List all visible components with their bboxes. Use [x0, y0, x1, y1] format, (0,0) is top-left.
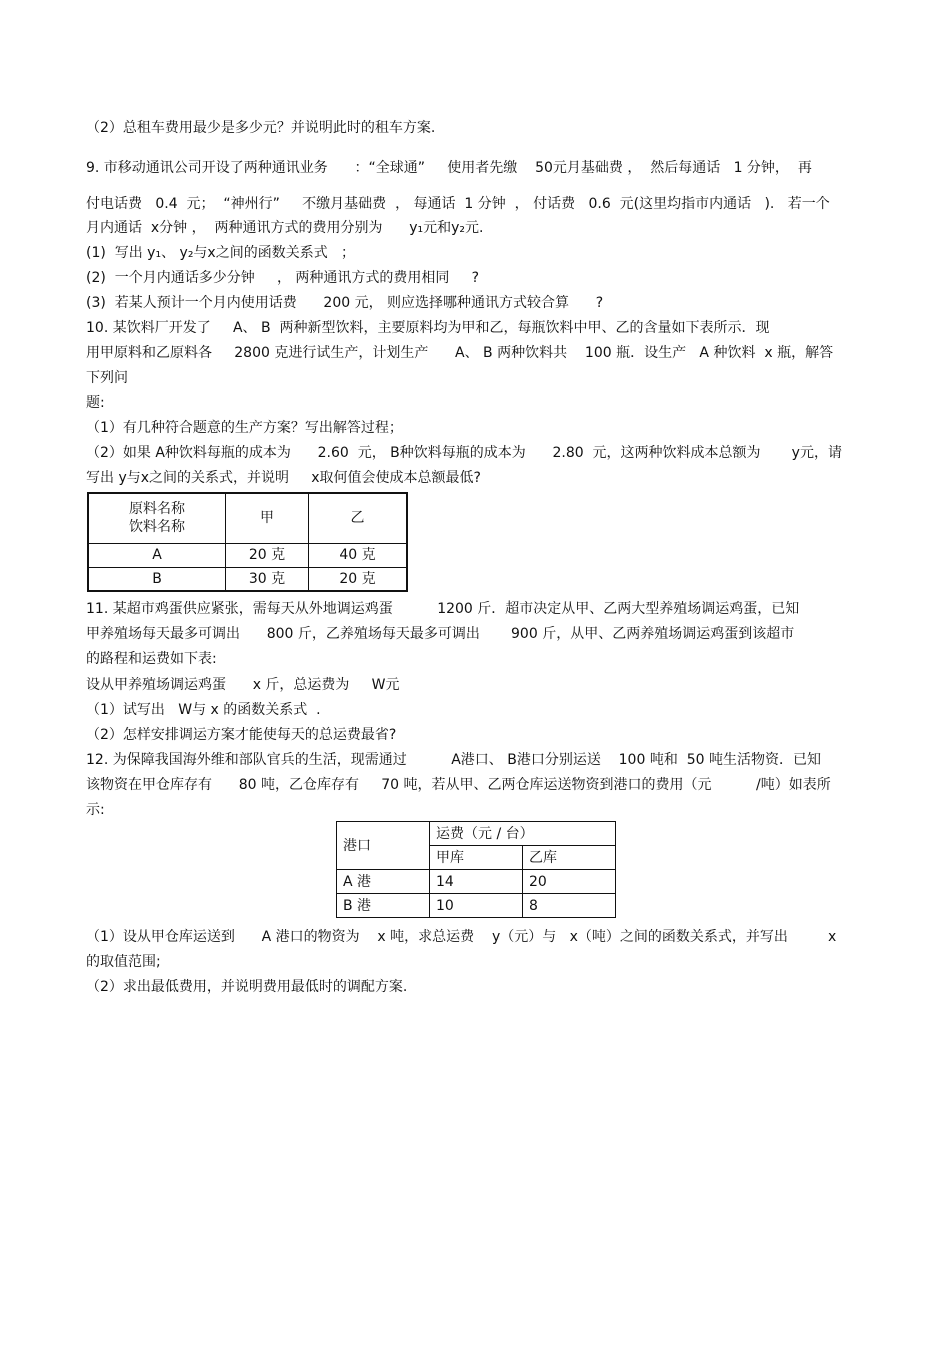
question-8-part-2: （2）总租车费用最少是多少元？并说明此时的租车方案. — [86, 120, 436, 136]
table-row — [88, 567, 407, 591]
question-10-part-2: （2）如果 A种饮料每瓶的成本为 2.60 元， B种饮料每瓶的成本为 2.80 元，这两种饮料成本总额为 y元，请 — [86, 445, 842, 461]
question-12-line-1: 12. 为保障我国海外维和部队官兵的生活，现需通过 A港口、 B港口分别运送 100 吨和 50 吨生活物资．已知 — [86, 752, 821, 768]
table-cell: 10 — [430, 894, 523, 918]
ingredient-table — [87, 492, 408, 592]
question-9-part-3: (3) 若某人预计一个月内使用话费 200 元， 则应选择哪种通讯方式较合算 ? — [86, 295, 604, 311]
table-header-cell: 甲库 — [430, 846, 523, 870]
question-9-part-2: (2) 一个月内通话多少分钟 ， 两种通讯方式的费用相同 ? — [86, 270, 480, 286]
table-row-label: B — [88, 567, 226, 591]
question-12-line-2: 该物资在甲仓库存有 80 吨，乙仓库存有 70 吨，若从甲、乙两仓库运送物资到港口的费用（元 /吨）如表所 — [86, 777, 831, 793]
table-cell: 14 — [430, 870, 523, 894]
question-12-part-1-cont: 的取值范围; — [86, 954, 161, 970]
corner-col-label: 饮料名称 — [129, 519, 185, 536]
table-header-cell: 乙 — [309, 493, 408, 543]
question-12-part-1: （1）设从甲仓库运送到 A 港口的物资为 x 吨，求总运费 y（元）与 x（吨）之间的函数关系式，并写出 x — [86, 929, 837, 945]
table-row-label: A 港 — [337, 870, 430, 894]
question-10-line-2: 用甲原料和乙原料各 2800 克进行试生产，计划生产 A、 B 两种饮料共 100 瓶．设生产 A 种饮料 x 瓶，解答 — [86, 345, 834, 361]
table-row — [337, 822, 616, 846]
table-row — [88, 493, 407, 543]
table-cell: 20 克 — [309, 567, 408, 591]
question-12-part-2: （2）求出最低费用，并说明费用最低时的调配方案. — [86, 979, 408, 995]
table-cell: 20 克 — [226, 543, 309, 567]
table-corner-cell — [88, 493, 226, 543]
question-11-line-1: 11. 某超市鸡蛋供应紧张，需每天从外地调运鸡蛋 1200 斤．超市决定从甲、乙两大型养殖场调运鸡蛋，已知 — [86, 601, 800, 617]
question-10-line-3: 下列问 — [86, 370, 128, 386]
table-header-cell: 乙库 — [523, 846, 616, 870]
table-header-cell: 甲 — [226, 493, 309, 543]
table-row — [337, 870, 616, 894]
question-11-part-2: （2）怎样安排调运方案才能使每天的总运费最省? — [86, 727, 397, 743]
question-9-line-1: 9. 市移动通讯公司开设了两种通讯业务 ：“全球通” 使用者先缴 50元月基础费 ， 然后每通话 1 分钟， 再 — [86, 160, 812, 176]
table-corner-cell: 港口 — [337, 822, 430, 870]
table-cell: 30 克 — [226, 567, 309, 591]
corner-row-label: 原料名称 — [129, 501, 185, 518]
table-row-label: A — [88, 543, 226, 567]
question-10-part-1: （1）有几种符合题意的生产方案？写出解答过程； — [86, 420, 403, 436]
question-9-line-3: 月内通话 x分钟 ， 两种通讯方式的费用分别为 y₁元和y₂元. — [86, 220, 484, 236]
table-cell: 20 — [523, 870, 616, 894]
question-11-part-1: （1）试写出 W与 x 的函数关系式 . — [86, 702, 321, 718]
question-11-line-4: 设从甲养殖场调运鸡蛋 x 斤，总运费为 W元 — [86, 677, 400, 693]
question-10-part-2-cont: 写出 y与x之间的关系式，并说明 x取何值会使成本总额最低? — [86, 470, 481, 486]
question-12-line-3: 示: — [86, 802, 105, 818]
table-row — [88, 543, 407, 567]
table-group-header: 运费（元 / 台） — [430, 822, 616, 846]
table-cell: 40 克 — [309, 543, 408, 567]
table-row — [337, 894, 616, 918]
question-9-part-1: (1) 写出 y₁、 y₂与x之间的函数关系式 ； — [86, 245, 356, 261]
question-9-line-2: 付电话费 0.4 元； “神州行” 不缴月基础费 ， 每通话 1 分钟 ， 付话费 0.6 元(这里均指市内通话 ). 若一个 — [86, 196, 830, 212]
question-10-line-1: 10. 某饮料厂开发了 A、 B 两种新型饮料，主要原料均为甲和乙，每瓶饮料中甲、乙的含量如下表所示．现 — [86, 320, 770, 336]
question-11-line-2: 甲养殖场每天最多可调出 800 斤，乙养殖场每天最多可调出 900 斤，从甲、乙两养殖场调运鸡蛋到该超市 — [86, 626, 795, 642]
question-11-line-3: 的路程和运费如下表: — [86, 651, 217, 667]
shipping-cost-table — [336, 821, 616, 918]
table-row-label: B 港 — [337, 894, 430, 918]
table-cell: 8 — [523, 894, 616, 918]
question-10-line-4: 题: — [86, 395, 105, 411]
